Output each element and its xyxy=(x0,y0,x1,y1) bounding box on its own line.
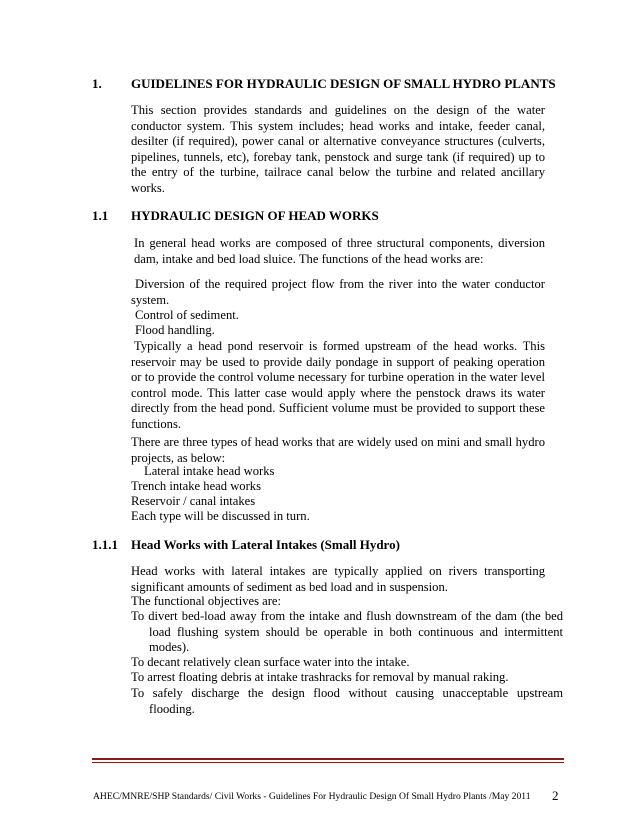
section-1-1-1-number: 1.1.1 xyxy=(92,537,118,552)
head-works-intro: In general head works are composed of three structural components, diversion dam, intake and bed load sluice. The functions of the head works are: xyxy=(134,236,545,266)
head-works-type-2: Trench intake head works xyxy=(131,479,261,493)
section-1-1-number: 1.1 xyxy=(92,208,109,223)
section-1-number: 1. xyxy=(92,76,102,91)
function-item-2: Control of sediment. xyxy=(135,308,239,322)
head-works-type-1: Lateral intake head works xyxy=(144,464,275,478)
section-1-1-1-title: Head Works with Lateral Intakes (Small Hydro) xyxy=(131,537,400,552)
objective-item-2: To decant relatively clean surface water into the intake. xyxy=(131,655,410,669)
footer-text: AHEC/MNRE/SHP Standards/ Civil Works - Guidelines For Hydraulic Design Of Small Hydro Plants /May 2011 xyxy=(93,791,531,802)
footer-rule-thin xyxy=(92,762,564,763)
lateral-intakes-paragraph: Head works with lateral intakes are typically applied on rivers transporting significant amounts of sediment as bed load and in suspension. xyxy=(131,564,545,594)
section-1-1-title: HYDRAULIC DESIGN OF HEAD WORKS xyxy=(131,208,379,223)
footer-rule xyxy=(92,758,564,760)
objective-item-4: To safely discharge the design flood without causing unacceptable upstream flooding. xyxy=(131,686,563,716)
section-1-title: GUIDELINES FOR HYDRAULIC DESIGN OF SMALL HYDRO PLANTS xyxy=(131,76,556,91)
head-works-types-outro: Each type will be discussed in turn. xyxy=(131,509,310,523)
head-works-types-intro: There are three types of head works that are widely used on mini and small hydro projects, as below: xyxy=(131,435,545,465)
page-number: 2 xyxy=(552,788,559,803)
section-1-paragraph: This section provides standards and guidelines on the design of the water conductor system. This system includes; head works and intake, feeder canal, desilter (if required), power canal or alternative conveyance structures (culverts, pipelines, tunnels, etc), forebay tank, penstock and surge tank (if required) up to the entry of the turbine, tailrace canal below the turbine and related ancillary works. xyxy=(131,103,545,195)
reservoir-paragraph: Typically a head pond reservoir is formed upstream of the head works. This reservoir may be used to provide daily pondage in support of peaking operation or to provide the control volume necessary for turbine operation in the water level control mode. This latter case would apply where the penstock draws its water directly from the head pond. Sufficient volume must be provided to support these functions. xyxy=(131,339,545,431)
objectives-intro: The functional objectives are: xyxy=(131,594,282,608)
objective-item-1: To divert bed-load away from the intake and flush downstream of the dam (the bed load flushing system should be operable in both continuous and intermittent modes). xyxy=(131,609,563,655)
function-item-3: Flood handling. xyxy=(135,323,215,337)
function-item-1: Diversion of the required project flow from the river into the water conductor system. xyxy=(131,277,545,307)
objective-item-3: To arrest floating debris at intake trashracks for removal by manual raking. xyxy=(131,670,509,684)
head-works-type-3: Reservoir / canal intakes xyxy=(131,494,256,508)
